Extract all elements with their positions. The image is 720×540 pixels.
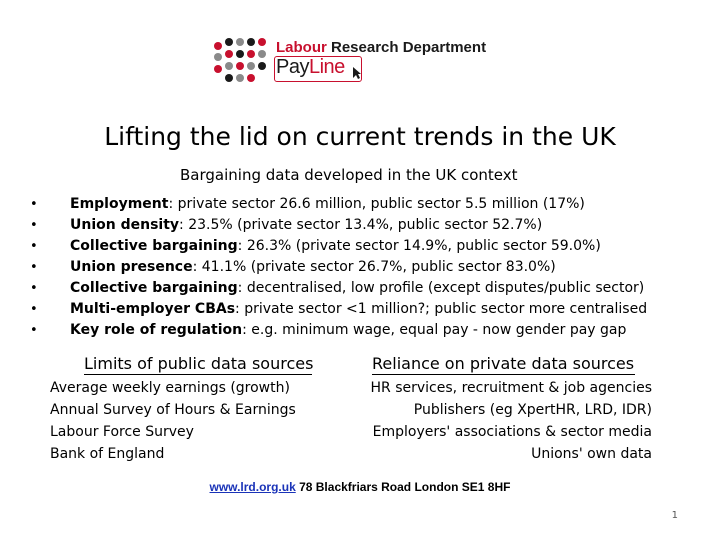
- list-item: Average weekly earnings (growth): [50, 380, 290, 396]
- logo-payline: [276, 56, 345, 79]
- bullet-text: : private sector <1 million?; public sector more centralised: [235, 301, 648, 317]
- page-number: 1: [671, 510, 678, 521]
- bullet-dot-icon: •: [30, 197, 38, 212]
- list-item: HR services, recruitment & job agencies: [370, 380, 652, 396]
- list-item: Annual Survey of Hours & Earnings: [50, 402, 296, 418]
- private-sources-list: [371, 377, 652, 465]
- bullet-term: Multi-employer CBAs: [70, 301, 236, 317]
- website-link[interactable]: www.lrd.org.uk: [209, 480, 296, 494]
- bullet-dot-icon: •: [30, 302, 38, 317]
- bullet-dot-icon: •: [30, 260, 38, 275]
- bullet-text: : decentralised, low profile (except disputes/public sector): [237, 280, 645, 296]
- bullet-item: [30, 257, 647, 278]
- bullet-item: [30, 215, 647, 236]
- bullet-text: : e.g. minimum wage, equal pay - now gender pay gap: [242, 322, 627, 338]
- bullet-dot-icon: •: [30, 218, 38, 233]
- list-item: Bank of England: [50, 446, 165, 462]
- bullet-term: Collective bargaining: [70, 280, 238, 296]
- bullet-item: [30, 320, 647, 341]
- bullet-item: [30, 299, 647, 320]
- public-sources-list: [50, 377, 296, 465]
- lrd-logo: [214, 36, 524, 84]
- logo-dots-icon: [214, 38, 270, 82]
- logo-product-part2: Line: [308, 56, 345, 78]
- list-item: Employers' associations & sector media: [372, 424, 652, 440]
- bullet-text: : 41.1% (private sector 26.7%, public sector 83.0%): [192, 259, 556, 275]
- bullet-text: : 23.5% (private sector 13.4%, public sector 52.7%): [179, 217, 543, 233]
- bullet-item: [30, 278, 647, 299]
- bullet-term: Key role of regulation: [70, 322, 243, 338]
- logo-organisation-name: [276, 39, 486, 56]
- bullet-item: [30, 236, 647, 257]
- bullet-item: [30, 194, 647, 215]
- bullet-dot-icon: •: [30, 281, 38, 296]
- bullet-text: : private sector 26.6 million, public sector 5.5 million (17%): [168, 196, 585, 212]
- bullet-term: Collective bargaining: [70, 238, 238, 254]
- bullet-list: [30, 194, 647, 341]
- list-item: Publishers (eg XpertHR, LRD, IDR): [413, 402, 652, 418]
- list-item: Unions' own data: [531, 446, 652, 462]
- bullet-term: Union density: [70, 217, 180, 233]
- bullet-term: Union presence: [70, 259, 193, 275]
- bullet-dot-icon: •: [30, 323, 38, 338]
- private-sources-underline: [372, 374, 635, 375]
- logo-product-part1: Pay: [276, 56, 309, 78]
- footer: [0, 480, 720, 494]
- bullet-dot-icon: •: [30, 239, 38, 254]
- logo-name-part2: Research Department: [331, 39, 487, 56]
- private-sources-heading: Reliance on private data sources: [372, 354, 635, 373]
- bullet-term: Employment: [70, 196, 169, 212]
- list-item: Labour Force Survey: [50, 424, 194, 440]
- cursor-arrow-icon: [352, 66, 362, 80]
- slide-title: Lifting the lid on current trends in the UK: [104, 122, 616, 151]
- logo-name-part1: Labour: [276, 39, 331, 56]
- public-sources-heading: Limits of public data sources: [84, 354, 314, 373]
- public-sources-underline: [84, 374, 312, 375]
- footer-address: 78 Blackfriars Road London SE1 8HF: [295, 480, 511, 494]
- bullet-text: : 26.3% (private sector 14.9%, public sector 59.0%): [237, 238, 601, 254]
- slide-subtitle: Bargaining data developed in the UK context: [180, 166, 518, 184]
